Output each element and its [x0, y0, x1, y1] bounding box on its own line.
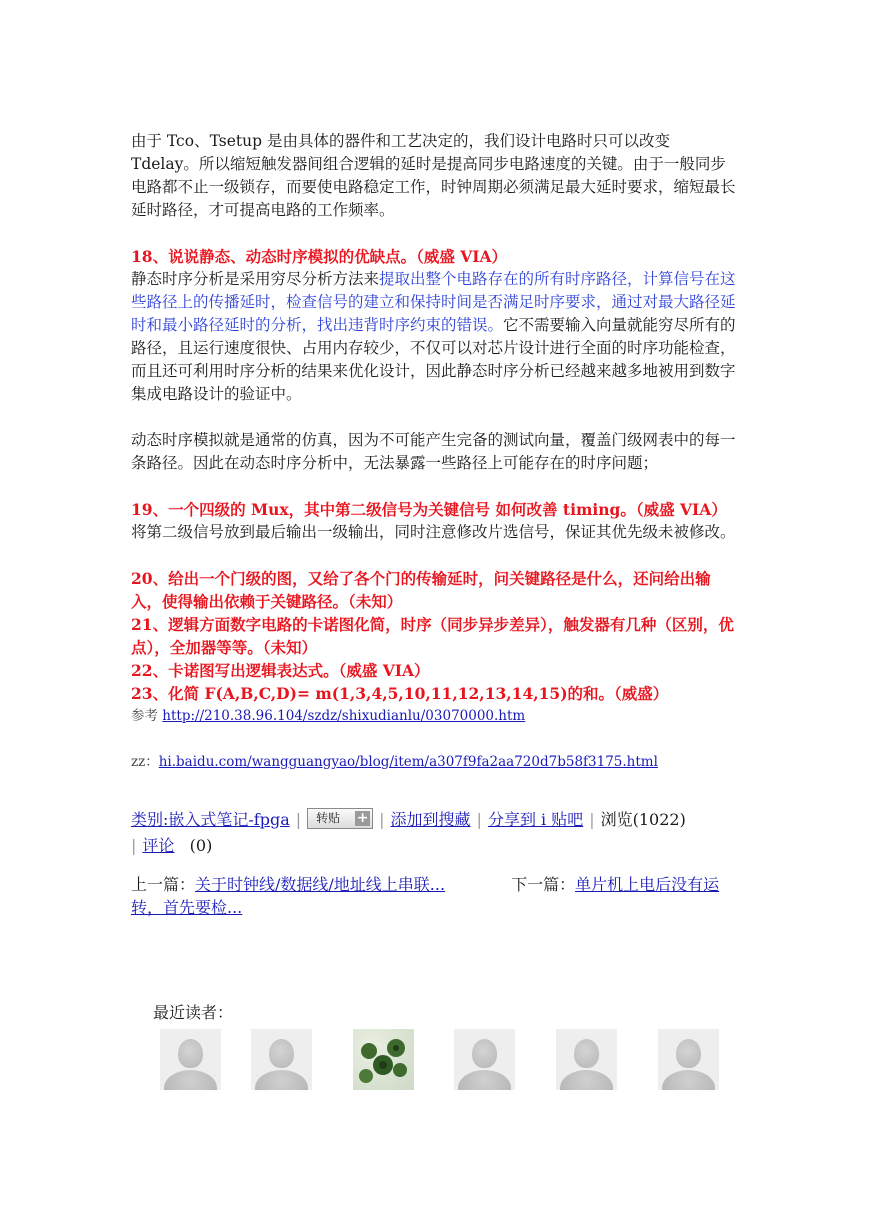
next-post-link[interactable]: 单片机上电后没有运转，首先要检... [131, 875, 720, 917]
question-19-title: 19、一个四级的 Mux，其中第二级信号为关键信号 如何改善 timing。（威盛 VIA） [131, 500, 727, 519]
question-22-title: 22、卡诺图写出逻辑表达式。（威盛 VIA） [131, 661, 430, 680]
question-23-title: 23、化简 F(A,B,C,D)= m(1,3,4,5,10,11,12,13,14,15)的和。（威盛） [131, 684, 669, 703]
question-20-title: 20、给出一个门级的图，又给了各个门的传输延时，问关键路径是什么，还问给出输入，使得输出依赖于关键路径。（未知） [131, 569, 711, 611]
reference-link[interactable]: http://210.38.96.104/szdz/shixudianlu/03070000.htm [162, 708, 526, 724]
view-count: 浏览(1022) [600, 810, 686, 829]
repost-button[interactable]: 转贴 + [307, 808, 373, 829]
reader-avatar[interactable] [658, 1029, 719, 1090]
reader-avatar-flower[interactable] [353, 1029, 414, 1090]
reader-avatar[interactable] [454, 1029, 515, 1090]
plus-icon: + [356, 810, 369, 826]
comment-count: (0) [189, 836, 213, 855]
post-meta-bar: 类别:嵌入式笔记-fpga | 转贴 + | 添加到搜藏 | 分享到 i 贴吧 | 浏览(1022) | 评论 (0) [131, 810, 686, 855]
recent-readers-title: 最近读者： [153, 1003, 234, 1022]
reference-line: 参考 http://210.38.96.104/szdz/shixudianlu/03070000.htm [131, 708, 526, 724]
question-19-answer: 将第二级信号放到最后输出一级输出，同时注意修改片选信号，保证其优先级未被修改。 [131, 523, 736, 541]
reader-avatar[interactable] [251, 1029, 312, 1090]
post-navigation: 上一篇：关于时钟线/数据线/地址线上串联... 下一篇：单片机上电后没有运转，首先要检... [131, 875, 720, 917]
question-18-dynamic-answer: 动态时序模拟就是通常的仿真，因为不可能产生完备的测试向量，覆盖门级网表中的每一条路径。因此在动态时序分析中，无法暴露一些路径上可能存在的时序问题； [131, 431, 736, 472]
question-21-title: 21、逻辑方面数字电路的卡诺图化简，时序（同步异步差异），触发器有几种（区别，优点），全加器等等。（未知） [131, 615, 734, 657]
question-18-title: 18、说说静态、动态时序模拟的优缺点。（威盛 VIA） [131, 247, 508, 266]
category-link[interactable]: 类别:嵌入式笔记-fpga [131, 810, 290, 829]
source-link[interactable]: hi.baidu.com/wangguangyao/blog/item/a307f9fa2aa720d7b58f3175.html [158, 754, 658, 770]
highlighted-text: 提取出整个电路存在的所有时序路径，计算信号在这些路径上的传播延时，检查信号的建立和保持时间是否满足时序要求，通过对最大路径延时和最小路径延时的分析，找出违背时序约束的错误。 [131, 270, 736, 334]
question-18-answer: 静态时序分析是采用穷尽分析方法来提取出整个电路存在的所有时序路径，计算信号在这些路径上的传播延时，检查信号的建立和保持时间是否满足时序要求，通过对最大路径延时和最小路径延时的分析，找出违背时序约束的错误。它不需要输入向量就能穷尽所有的路径，且运行速度很快、占用内存较少，不仅可以对芯片设计进行全面的时序功能检查，而且还可利用时序分析的结果来优化设计，因此静态时序分析已经越来越多地被用到数字集成电路设计的验证中。 [131, 270, 736, 403]
source-line: zz：hi.baidu.com/wangguangyao/blog/item/a307f9fa2aa720d7b58f3175.html [131, 754, 658, 770]
add-favorite-link[interactable]: 添加到搜藏 [390, 810, 471, 829]
reader-avatar[interactable] [160, 1029, 221, 1090]
article-body [131, 130, 741, 919]
comment-link[interactable]: 评论 [142, 836, 175, 855]
prev-post-link[interactable]: 关于时钟线/数据线/地址线上串联... [195, 875, 446, 894]
paragraph-timing-intro: 由于 Tco、Tsetup 是由具体的器件和工艺决定的，我们设计电路时只可以改变 Tdelay。所以缩短触发器间组合逻辑的延时是提高同步电路速度的关键。由于一般同步电路都不止一级锁存，而要使电路稳定工作，时钟周期必须满足最大延时要求，缩短最长延时路径，才可提高电路的工作频率。 [131, 132, 736, 219]
reader-avatar[interactable] [556, 1029, 617, 1090]
share-tieba-link[interactable]: 分享到 i 贴吧 [487, 810, 584, 829]
